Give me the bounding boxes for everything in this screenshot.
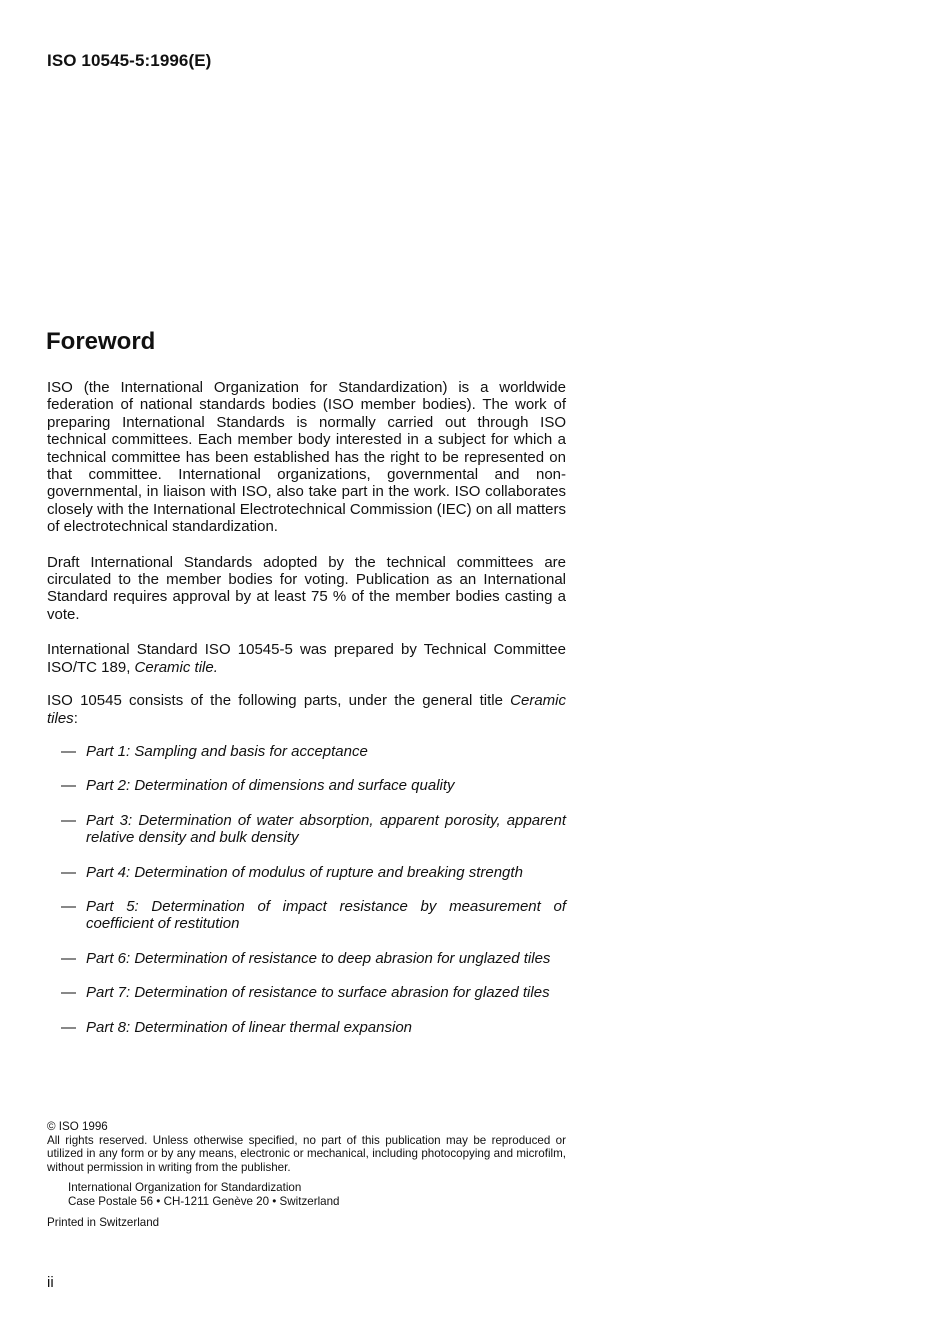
dash-bullet: —	[61, 1018, 76, 1036]
publisher-name: International Organization for Standardization	[68, 1181, 302, 1195]
foreword-paragraph-1: ISO (the International Organization for Standardization) is a worldwide federation of national standards bodies (ISO member bodies). The work of preparing International Standards is normally carried out through ISO technical committees. Each member body interested in a subject for which a technical committee has been established has the right to be represented on that committee. International organizations, governmental and non-governmental, in liaison with ISO, also take part in the work. ISO collaborates closely with the International Electrotechnical Commission (IEC) on all matters of electrotechnical standardization.	[47, 379, 566, 536]
list-item	[47, 864, 566, 881]
parts-list	[47, 743, 566, 1036]
publisher-address	[68, 1181, 566, 1208]
printed-in: Printed in Switzerland	[47, 1215, 160, 1229]
list-item	[47, 1019, 566, 1036]
page-number: ii	[47, 1274, 54, 1291]
copyright-notice	[47, 1120, 566, 1229]
list-item	[47, 777, 566, 794]
foreword-body	[47, 379, 566, 1053]
dash-bullet: —	[61, 949, 76, 967]
foreword-paragraph-2: Draft International Standards adopted by the technical committees are circulated to the member bodies for voting. Publication as an International Standard requires approval by at least 75 % of the member bodies casting a vote.	[47, 553, 566, 623]
dash-bullet: —	[61, 742, 76, 760]
part-text: Part 8: Determination of linear thermal expansion	[86, 1018, 413, 1036]
dash-bullet: —	[61, 897, 76, 915]
dash-bullet: —	[61, 863, 76, 881]
part-text: Part 6: Determination of resistance to deep abrasion for unglazed tiles	[86, 949, 551, 967]
committee-title: Ceramic tile.	[134, 658, 218, 676]
part-text: Part 3: Determination of water absorption, apparent porosity, apparent relative density and bulk density	[86, 811, 566, 847]
part-text: Part 5: Determination of impact resistance by measurement of coefficient of restitution	[86, 897, 566, 933]
list-item	[47, 984, 566, 1001]
part-text: Part 1: Sampling and basis for acceptance	[86, 742, 368, 760]
rights-statement: All rights reserved. Unless otherwise specified, no part of this publication may be reproduced or utilized in any form or by any means, electronic or mechanical, including photocopying and microfilm, without permission in writing from the publisher.	[47, 1133, 566, 1174]
document-code: ISO 10545-5:1996(E)	[47, 51, 212, 70]
dash-bullet: —	[61, 811, 76, 829]
postal-address: Case Postale 56 • CH-1211 Genève 20 • Switzerland	[68, 1194, 340, 1208]
paragraph-3-text: International Standard ISO 10545-5 was prepared by Technical Committee ISO/TC 189,	[47, 641, 566, 676]
page-title: Foreword	[46, 328, 156, 355]
foreword-paragraph-3	[47, 641, 566, 676]
general-title: Ceramic tiles	[47, 692, 566, 727]
list-item	[47, 812, 566, 847]
part-text: Part 4: Determination of modulus of rupture and breaking strength	[86, 863, 523, 881]
paragraph-4-text: ISO 10545 consists of the following parts, under the general title	[47, 692, 511, 710]
copyright-line: © ISO 1996	[47, 1120, 108, 1133]
dash-bullet: —	[61, 777, 76, 795]
part-text: Part 2: Determination of dimensions and surface quality	[86, 777, 455, 795]
list-item	[47, 950, 566, 967]
list-item	[47, 743, 566, 760]
paragraph-4-end: :	[73, 709, 78, 727]
list-item	[47, 898, 566, 933]
foreword-paragraph-4	[47, 692, 566, 727]
part-text: Part 7: Determination of resistance to surface abrasion for glazed tiles	[86, 984, 550, 1002]
dash-bullet: —	[61, 984, 76, 1002]
